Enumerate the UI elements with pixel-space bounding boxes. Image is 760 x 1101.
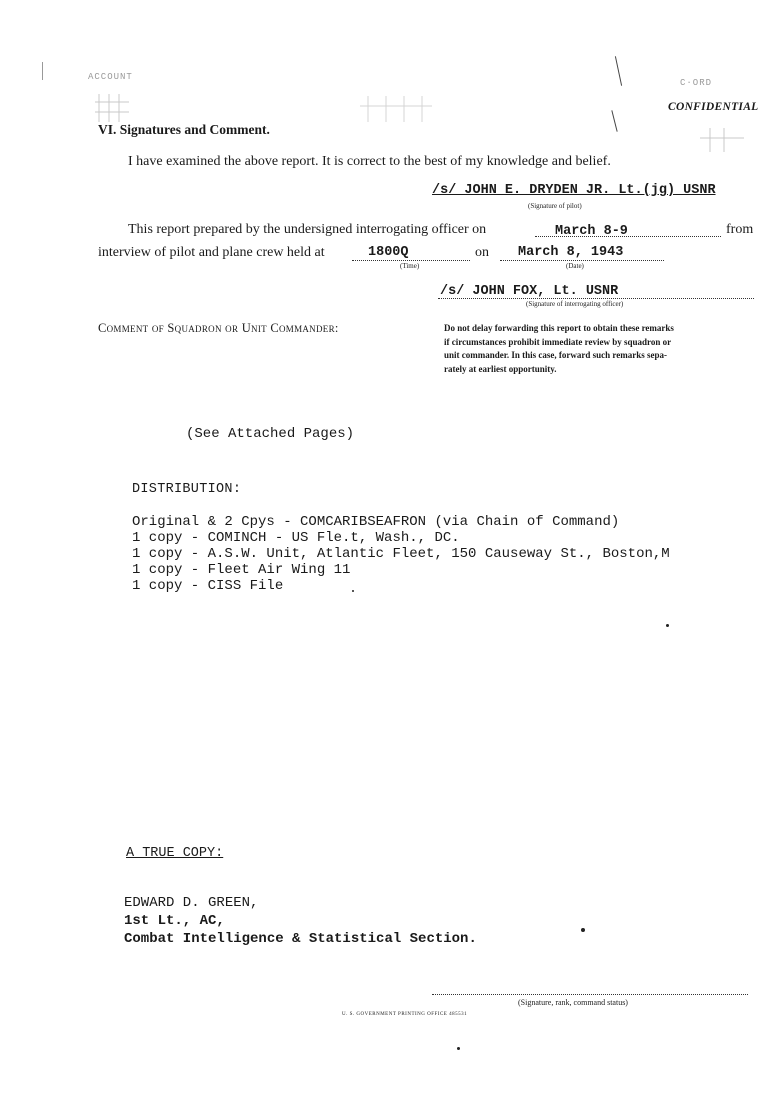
- comment-note-line: rately at earliest opportunity.: [444, 363, 557, 374]
- certification-text: I have examined the above report. It is correct to the best of my knowledge and belief.: [128, 154, 611, 169]
- from-word: from: [726, 222, 754, 237]
- interrogator-signature-caption: (Signature of interrogating officer): [526, 300, 624, 308]
- bleed-grid-mark: [700, 126, 750, 154]
- speck: [457, 1047, 460, 1050]
- pilot-signature-caption: (Signature of pilot): [528, 202, 582, 210]
- true-copy-heading: A TRUE COPY:: [126, 846, 224, 861]
- faint-header-left: ACCOUNT: [88, 72, 133, 82]
- comment-note-line: if circumstances prohibit immediate review by squadron or: [444, 336, 672, 347]
- comment-note: [444, 322, 674, 376]
- scratch-mark: [42, 62, 43, 80]
- time-caption: (Time): [400, 262, 420, 270]
- footer-signature-line: [432, 994, 748, 995]
- classification-label: CONFIDENTIAL: [668, 101, 759, 113]
- bleed-grid-mark: [95, 92, 135, 124]
- interrogator-signature: /s/ JOHN FOX, Lt. USNR: [440, 284, 619, 299]
- prepared-line1: This report prepared by the undersigned interrogating officer on: [128, 222, 487, 237]
- time-value: 1800Q: [368, 245, 409, 260]
- true-copy-block: [124, 894, 477, 948]
- prepared-line2: interview of pilot and plane crew held at: [98, 245, 325, 260]
- on-word: on: [475, 245, 489, 260]
- comment-note-line: Do not delay forwarding this report to obtain these remarks: [444, 323, 674, 333]
- distribution-line: 1 copy - COMINCH - US Fle.t, Wash., DC.: [132, 530, 460, 546]
- date-value: March 8, 1943: [518, 245, 624, 260]
- bleed-grid-mark: [360, 94, 440, 124]
- distribution-heading: DISTRIBUTION:: [132, 482, 242, 497]
- comment-label: Comment of Squadron or Unit Commander:: [98, 321, 339, 335]
- comment-note-line: unit commander. In this case, forward such remarks sepa-: [444, 350, 668, 360]
- speck: [666, 624, 669, 627]
- scratch-mark: [611, 110, 617, 132]
- section-title: VI. Signatures and Comment.: [98, 122, 270, 137]
- faint-header-right: C·ORD: [680, 78, 713, 88]
- distribution-line: 1 copy - A.S.W. Unit, Atlantic Fleet, 150 Causeway St., Boston,M: [132, 546, 670, 562]
- printing-office-imprint: U. S. GOVERNMENT PRINTING OFFICE 485531: [342, 1012, 468, 1017]
- pilot-signature: /s/ JOHN E. DRYDEN JR. Lt.(jg) USNR: [432, 183, 716, 198]
- footer-signature-caption: (Signature, rank, command status): [518, 998, 628, 1007]
- see-attached-text: (See Attached Pages): [186, 426, 355, 442]
- date-range-value: March 8-9: [555, 224, 628, 239]
- true-copy-name: EDWARD D. GREEN,: [124, 895, 259, 911]
- distribution-line: Original & 2 Cpys - COMCARIBSEAFRON (via Chain of Command): [132, 514, 620, 530]
- time-field-line: [352, 260, 470, 261]
- scratch-mark: [615, 56, 622, 86]
- date-field-line: [500, 260, 664, 261]
- distribution-line: 1 copy - Fleet Air Wing 11: [132, 562, 351, 578]
- true-copy-unit: Combat Intelligence & Statistical Section.: [124, 931, 477, 947]
- speck: [352, 590, 354, 592]
- date-caption: (Date): [566, 262, 584, 270]
- speck: [581, 928, 585, 932]
- distribution-list: [132, 514, 670, 594]
- distribution-line: 1 copy - CISS File: [132, 578, 284, 594]
- true-copy-rank: 1st Lt., AC,: [124, 913, 225, 929]
